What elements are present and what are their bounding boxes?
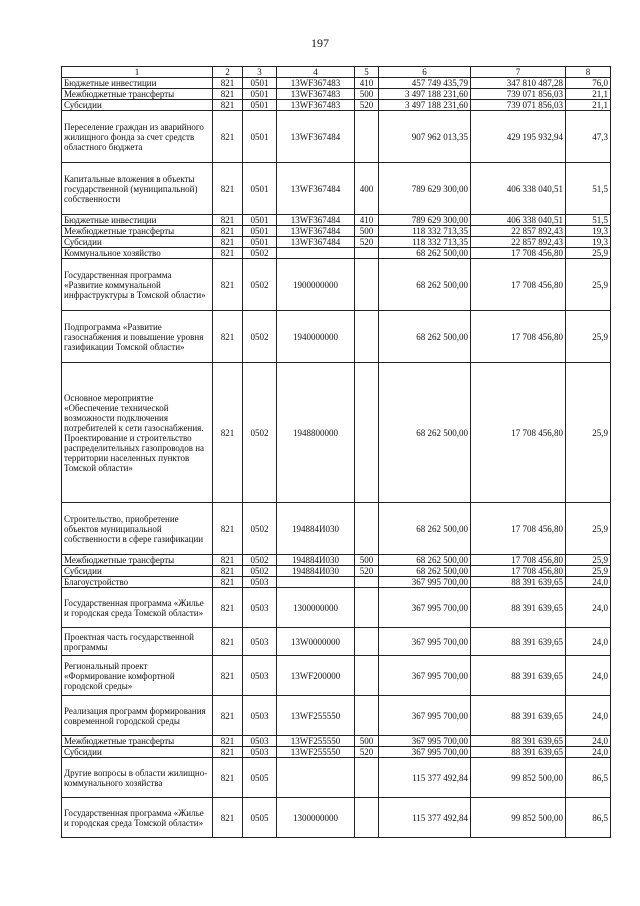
cell-target-code: 13WF255550 — [277, 747, 355, 758]
cell-plan-amount: 367 995 700,00 — [379, 656, 471, 696]
cell-section-code: 0503 — [243, 656, 277, 696]
cell-name: Подпрограмма «Развитие газоснабжения и повышение уровня газификации Томской области» — [62, 311, 213, 363]
table-row — [62, 503, 611, 555]
cell-ministry-code: 821 — [213, 577, 243, 588]
cell-target-code: 13WF367484 — [277, 226, 355, 237]
cell-target-code: 13WF367483 — [277, 100, 355, 111]
cell-plan-amount: 68 262 500,00 — [379, 566, 471, 577]
cell-section-code: 0502 — [243, 555, 277, 566]
cell-name: Субсидии — [62, 566, 213, 577]
cell-target-code: 13WF367484 — [277, 111, 355, 163]
cell-ministry-code: 821 — [213, 363, 243, 503]
table-header-row — [62, 67, 611, 78]
cell-actual-amount: 739 071 856,03 — [471, 100, 566, 111]
cell-actual-amount: 99 852 500,00 — [471, 758, 566, 798]
cell-expense-type — [355, 259, 379, 311]
table-row — [62, 758, 611, 798]
cell-target-code: 13WF367484 — [277, 163, 355, 215]
cell-expense-type — [355, 363, 379, 503]
cell-target-code: 1300000000 — [277, 798, 355, 838]
cell-name: Проектная часть государственной программы — [62, 628, 213, 656]
cell-target-code: 194884И030 — [277, 503, 355, 555]
cell-section-code: 0501 — [243, 226, 277, 237]
cell-actual-amount: 17 708 456,80 — [471, 363, 566, 503]
cell-section-code: 0503 — [243, 588, 277, 628]
cell-percent: 19,3 — [566, 226, 611, 237]
cell-target-code: 194884И030 — [277, 555, 355, 566]
table-row — [62, 747, 611, 758]
cell-target-code — [277, 577, 355, 588]
cell-actual-amount: 429 195 932,94 — [471, 111, 566, 163]
table-row — [62, 163, 611, 215]
table-row — [62, 696, 611, 736]
cell-ministry-code: 821 — [213, 566, 243, 577]
cell-plan-amount: 68 262 500,00 — [379, 363, 471, 503]
cell-ministry-code: 821 — [213, 736, 243, 747]
cell-plan-amount: 118 332 713,35 — [379, 237, 471, 248]
table-row — [62, 311, 611, 363]
cell-ministry-code: 821 — [213, 798, 243, 838]
cell-name: Субсидии — [62, 747, 213, 758]
cell-section-code: 0505 — [243, 798, 277, 838]
cell-name: Бюджетные инвестиции — [62, 78, 213, 89]
cell-ministry-code: 821 — [213, 163, 243, 215]
cell-ministry-code: 821 — [213, 100, 243, 111]
table-row — [62, 566, 611, 577]
cell-ministry-code: 821 — [213, 555, 243, 566]
cell-expense-type — [355, 503, 379, 555]
table-row — [62, 656, 611, 696]
cell-name: Государственная программа «Развитие коммунальной инфраструктуры в Томской области» — [62, 259, 213, 311]
cell-plan-amount: 367 995 700,00 — [379, 588, 471, 628]
cell-name: Государственная программа «Жилье и городская среда Томской области» — [62, 588, 213, 628]
cell-target-code: 13WF200000 — [277, 656, 355, 696]
cell-name: Капитальные вложения в объекты государственной (муниципальной) собственности — [62, 163, 213, 215]
column-header: 8 — [566, 67, 611, 78]
cell-actual-amount: 17 708 456,80 — [471, 259, 566, 311]
cell-actual-amount: 88 391 639,65 — [471, 736, 566, 747]
cell-plan-amount: 68 262 500,00 — [379, 259, 471, 311]
cell-actual-amount: 17 708 456,80 — [471, 248, 566, 259]
cell-name: Государственная программа «Жилье и городская среда Томской области» — [62, 798, 213, 838]
cell-target-code: 1940000000 — [277, 311, 355, 363]
cell-plan-amount: 367 995 700,00 — [379, 577, 471, 588]
cell-target-code — [277, 248, 355, 259]
cell-percent: 24,0 — [566, 628, 611, 656]
cell-percent: 24,0 — [566, 747, 611, 758]
cell-actual-amount: 88 391 639,65 — [471, 747, 566, 758]
cell-ministry-code: 821 — [213, 78, 243, 89]
table-row — [62, 577, 611, 588]
cell-name: Строительство, приобретение объектов муниципальной собственности в сфере газификации — [62, 503, 213, 555]
cell-ministry-code: 821 — [213, 215, 243, 226]
cell-ministry-code: 821 — [213, 656, 243, 696]
cell-percent: 47,3 — [566, 111, 611, 163]
cell-plan-amount: 907 962 013,35 — [379, 111, 471, 163]
cell-percent: 51,5 — [566, 163, 611, 215]
cell-actual-amount: 88 391 639,65 — [471, 628, 566, 656]
table-row — [62, 555, 611, 566]
cell-expense-type: 500 — [355, 226, 379, 237]
cell-ministry-code: 821 — [213, 111, 243, 163]
cell-ministry-code: 821 — [213, 237, 243, 248]
cell-ministry-code: 821 — [213, 226, 243, 237]
cell-section-code: 0502 — [243, 259, 277, 311]
table-row — [62, 215, 611, 226]
column-header: 4 — [277, 67, 355, 78]
cell-plan-amount: 68 262 500,00 — [379, 311, 471, 363]
column-header: 5 — [355, 67, 379, 78]
cell-actual-amount: 17 708 456,80 — [471, 503, 566, 555]
table-row — [62, 226, 611, 237]
cell-name: Межбюджетные трансферты — [62, 555, 213, 566]
cell-percent: 76,0 — [566, 78, 611, 89]
page-number: 197 — [311, 36, 329, 50]
cell-percent: 24,0 — [566, 736, 611, 747]
cell-percent: 25,9 — [566, 555, 611, 566]
table-row — [62, 248, 611, 259]
cell-expense-type: 410 — [355, 78, 379, 89]
cell-target-code: 13WF367484 — [277, 215, 355, 226]
cell-section-code: 0502 — [243, 311, 277, 363]
cell-expense-type — [355, 588, 379, 628]
cell-expense-type: 400 — [355, 163, 379, 215]
cell-percent: 24,0 — [566, 696, 611, 736]
cell-name: Переселение граждан из аварийного жилищного фонда за счет средств областного бюджета — [62, 111, 213, 163]
cell-section-code: 0501 — [243, 163, 277, 215]
cell-section-code: 0502 — [243, 248, 277, 259]
cell-ministry-code: 821 — [213, 758, 243, 798]
cell-percent: 25,9 — [566, 503, 611, 555]
cell-name: Межбюджетные трансферты — [62, 226, 213, 237]
cell-percent: 25,9 — [566, 259, 611, 311]
cell-name: Реализация программ формирования современной городской среды — [62, 696, 213, 736]
cell-target-code: 13WF367483 — [277, 89, 355, 100]
cell-expense-type: 500 — [355, 736, 379, 747]
cell-ministry-code: 821 — [213, 747, 243, 758]
cell-percent: 25,9 — [566, 363, 611, 503]
table-row — [62, 798, 611, 838]
cell-expense-type — [355, 758, 379, 798]
table-row — [62, 588, 611, 628]
table-body — [62, 78, 611, 838]
cell-section-code: 0501 — [243, 89, 277, 100]
cell-target-code: 194884И030 — [277, 566, 355, 577]
cell-expense-type: 500 — [355, 89, 379, 100]
cell-expense-type: 520 — [355, 100, 379, 111]
cell-section-code: 0501 — [243, 78, 277, 89]
cell-section-code: 0501 — [243, 100, 277, 111]
column-header: 3 — [243, 67, 277, 78]
cell-section-code: 0505 — [243, 758, 277, 798]
cell-expense-type — [355, 248, 379, 259]
cell-actual-amount: 22 857 892,43 — [471, 237, 566, 248]
cell-name: Межбюджетные трансферты — [62, 89, 213, 100]
cell-plan-amount: 789 629 300,00 — [379, 163, 471, 215]
cell-ministry-code: 821 — [213, 259, 243, 311]
cell-actual-amount: 99 852 500,00 — [471, 798, 566, 838]
cell-section-code: 0503 — [243, 736, 277, 747]
cell-expense-type: 500 — [355, 555, 379, 566]
cell-section-code: 0503 — [243, 696, 277, 736]
cell-name: Субсидии — [62, 237, 213, 248]
cell-ministry-code: 821 — [213, 248, 243, 259]
cell-target-code: 1300000000 — [277, 588, 355, 628]
cell-plan-amount: 68 262 500,00 — [379, 503, 471, 555]
cell-plan-amount: 457 749 435,79 — [379, 78, 471, 89]
cell-plan-amount: 367 995 700,00 — [379, 736, 471, 747]
cell-name: Региональный проект «Формирование комфортной городской среды» — [62, 656, 213, 696]
cell-expense-type — [355, 656, 379, 696]
cell-target-code: 13WF255550 — [277, 736, 355, 747]
cell-percent: 25,9 — [566, 248, 611, 259]
cell-actual-amount: 406 338 040,51 — [471, 215, 566, 226]
cell-actual-amount: 22 857 892,43 — [471, 226, 566, 237]
cell-plan-amount: 68 262 500,00 — [379, 248, 471, 259]
cell-actual-amount: 17 708 456,80 — [471, 311, 566, 363]
cell-percent: 19,3 — [566, 237, 611, 248]
cell-actual-amount: 347 810 487,28 — [471, 78, 566, 89]
cell-section-code: 0501 — [243, 111, 277, 163]
cell-percent: 86,5 — [566, 758, 611, 798]
cell-name: Субсидии — [62, 100, 213, 111]
cell-percent: 86,5 — [566, 798, 611, 838]
table-row — [62, 237, 611, 248]
cell-actual-amount: 88 391 639,65 — [471, 696, 566, 736]
cell-section-code: 0501 — [243, 237, 277, 248]
cell-actual-amount: 17 708 456,80 — [471, 555, 566, 566]
cell-target-code: 13WF367483 — [277, 78, 355, 89]
cell-expense-type: 520 — [355, 566, 379, 577]
cell-expense-type — [355, 696, 379, 736]
column-header: 7 — [471, 67, 566, 78]
cell-percent: 24,0 — [566, 577, 611, 588]
cell-percent: 24,0 — [566, 656, 611, 696]
cell-target-code — [277, 758, 355, 798]
cell-target-code: 13WF255550 — [277, 696, 355, 736]
table-row — [62, 100, 611, 111]
cell-plan-amount: 3 497 188 231,60 — [379, 100, 471, 111]
cell-expense-type — [355, 798, 379, 838]
cell-ministry-code: 821 — [213, 503, 243, 555]
cell-target-code: 13W0000000 — [277, 628, 355, 656]
cell-expense-type — [355, 577, 379, 588]
cell-actual-amount: 406 338 040,51 — [471, 163, 566, 215]
cell-section-code: 0502 — [243, 566, 277, 577]
cell-actual-amount: 88 391 639,65 — [471, 577, 566, 588]
budget-table — [61, 66, 611, 838]
cell-name: Коммунальное хозяйство — [62, 248, 213, 259]
cell-ministry-code: 821 — [213, 628, 243, 656]
cell-name: Межбюджетные трансферты — [62, 736, 213, 747]
cell-ministry-code: 821 — [213, 696, 243, 736]
cell-plan-amount: 789 629 300,00 — [379, 215, 471, 226]
cell-actual-amount: 739 071 856,03 — [471, 89, 566, 100]
cell-expense-type: 520 — [355, 237, 379, 248]
cell-section-code: 0503 — [243, 628, 277, 656]
cell-target-code: 1948800000 — [277, 363, 355, 503]
cell-actual-amount: 88 391 639,65 — [471, 588, 566, 628]
cell-actual-amount: 17 708 456,80 — [471, 566, 566, 577]
cell-plan-amount: 115 377 492,84 — [379, 758, 471, 798]
cell-plan-amount: 68 262 500,00 — [379, 555, 471, 566]
cell-section-code: 0502 — [243, 503, 277, 555]
cell-percent: 21,1 — [566, 89, 611, 100]
cell-expense-type — [355, 311, 379, 363]
cell-name: Бюджетные инвестиции — [62, 215, 213, 226]
cell-plan-amount: 367 995 700,00 — [379, 747, 471, 758]
table-row — [62, 89, 611, 100]
cell-ministry-code: 821 — [213, 89, 243, 100]
cell-expense-type: 520 — [355, 747, 379, 758]
cell-percent: 51,5 — [566, 215, 611, 226]
cell-ministry-code: 821 — [213, 588, 243, 628]
cell-plan-amount: 3 497 188 231,60 — [379, 89, 471, 100]
cell-plan-amount: 367 995 700,00 — [379, 628, 471, 656]
cell-percent: 25,9 — [566, 311, 611, 363]
cell-name: Другие вопросы в области жилищно-коммунального хозяйства — [62, 758, 213, 798]
table-row — [62, 363, 611, 503]
cell-target-code: 13WF367484 — [277, 237, 355, 248]
table-row — [62, 111, 611, 163]
column-header: 2 — [213, 67, 243, 78]
cell-name: Благоустройство — [62, 577, 213, 588]
cell-plan-amount: 118 332 713,35 — [379, 226, 471, 237]
table-row — [62, 259, 611, 311]
column-header: 1 — [62, 67, 213, 78]
table-row — [62, 628, 611, 656]
cell-name: Основное мероприятие «Обеспечение технической возможности подключения потребителей к сети газоснабжения. Проектирование и строительство распределительных газопроводов на территории населенных пунктов Томской области» — [62, 363, 213, 503]
cell-actual-amount: 88 391 639,65 — [471, 656, 566, 696]
table-row — [62, 736, 611, 747]
cell-section-code: 0503 — [243, 747, 277, 758]
cell-expense-type — [355, 628, 379, 656]
cell-percent: 25,9 — [566, 566, 611, 577]
cell-expense-type — [355, 111, 379, 163]
cell-section-code: 0503 — [243, 577, 277, 588]
cell-ministry-code: 821 — [213, 311, 243, 363]
cell-percent: 21,1 — [566, 100, 611, 111]
cell-section-code: 0501 — [243, 215, 277, 226]
cell-percent: 24,0 — [566, 588, 611, 628]
column-header: 6 — [379, 67, 471, 78]
table-row — [62, 78, 611, 89]
cell-expense-type: 410 — [355, 215, 379, 226]
cell-plan-amount: 367 995 700,00 — [379, 696, 471, 736]
cell-plan-amount: 115 377 492,84 — [379, 798, 471, 838]
cell-section-code: 0502 — [243, 363, 277, 503]
cell-target-code: 1900000000 — [277, 259, 355, 311]
